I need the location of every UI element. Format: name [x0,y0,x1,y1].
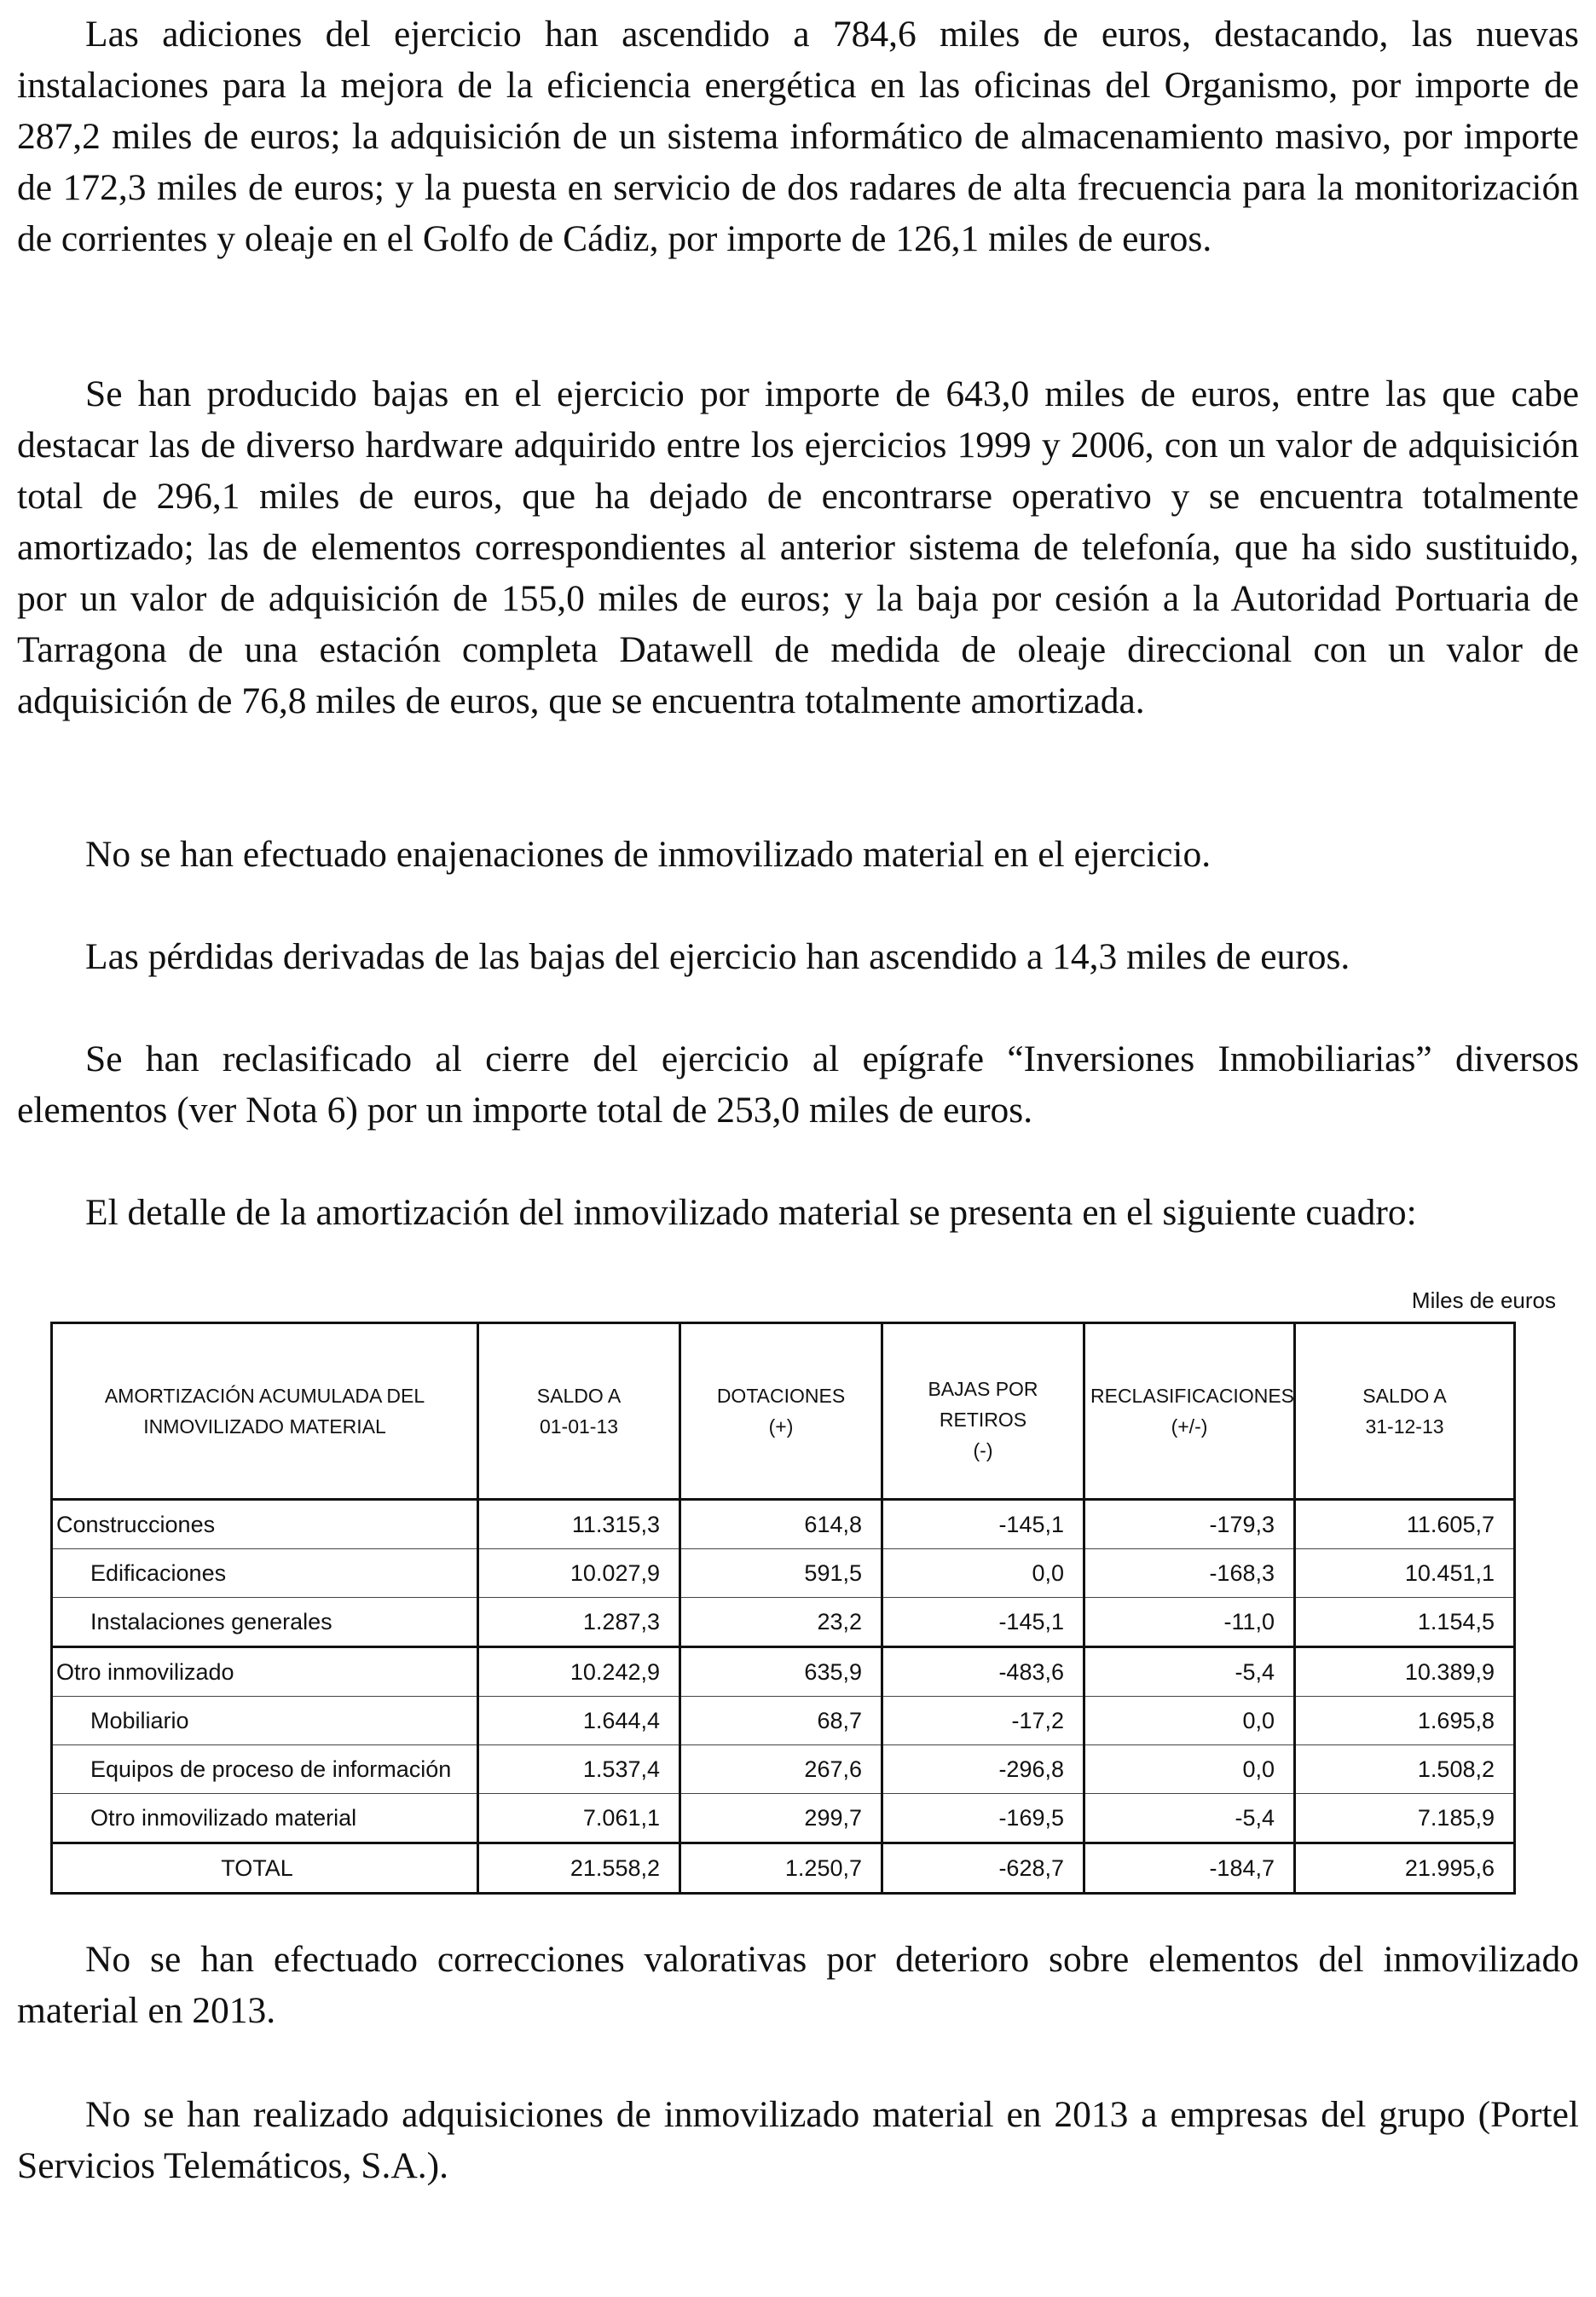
header-reclasificaciones-line2: (+/-) [1171,1415,1208,1438]
cell-saldo-final: 1.508,2 [1295,1745,1515,1794]
header-dotaciones-line1: DOTACIONES [716,1385,846,1407]
cell-bajas: -483,6 [882,1647,1084,1697]
paragraph-perdidas: Las pérdidas derivadas de las bajas del ejercicio han ascendido a 14,3 miles de euros. [85,936,1350,977]
paragraph-adiciones: Las adiciones del ejercicio han ascendido a 784,6 miles de euros, destacando, las nuevas instalaciones para la mejora de la eficiencia energética en las oficinas del Organismo, por importe de 287,2 miles de euros; la adquisición de un sistema informático de almacenamiento masivo, por importe de 172,3 miles de euros; y la puesta en servicio de dos radares de alta frecuencia para la monitorización de corrientes y oleaje en el Golfo de Cádiz, por importe de 126,1 miles de euros. [17,14,1579,259]
header-saldo-inicial-line2: 01-01-13 [539,1415,619,1438]
cell-dotaciones: 23,2 [680,1598,882,1647]
cell-reclasificaciones: -179,3 [1084,1500,1295,1549]
row-label: Edificaciones [52,1549,478,1598]
header-bajas-line1: BAJAS POR [928,1378,1038,1400]
header-saldo-inicial-line1: SALDO A [536,1385,622,1407]
cell-dotaciones: 591,5 [680,1549,882,1598]
table-row [52,1598,1515,1647]
cell-reclasificaciones: 0,0 [1084,1745,1295,1794]
table-row [52,1549,1515,1598]
cell-saldo-inicial: 21.558,2 [478,1843,680,1894]
row-label-total: TOTAL [52,1843,478,1894]
table-row [52,1794,1515,1843]
cell-saldo-final: 10.451,1 [1295,1549,1515,1598]
cell-bajas: 0,0 [882,1549,1084,1598]
cell-saldo-inicial: 7.061,1 [478,1794,680,1843]
row-label: Otro inmovilizado material [52,1794,478,1843]
cell-dotaciones: 299,7 [680,1794,882,1843]
paragraph-reclasificacion: Se han reclasificado al cierre del ejercicio al epígrafe “Inversiones Inmobiliarias” diversos elementos (ver Nota 6) por un importe total de 253,0 miles de euros. [17,1039,1579,1131]
cell-reclasificaciones: -5,4 [1084,1647,1295,1697]
row-label: Instalaciones generales [52,1598,478,1647]
cell-dotaciones: 635,9 [680,1647,882,1697]
cell-saldo-inicial: 1.644,4 [478,1697,680,1745]
cell-reclasificaciones: -168,3 [1084,1549,1295,1598]
table-header-row [52,1323,1515,1500]
row-label: Equipos de proceso de información [52,1745,478,1794]
cell-bajas: -145,1 [882,1500,1084,1549]
header-reclasificaciones-line1: RECLASIFICACIONES [1090,1385,1294,1407]
cell-bajas: -169,5 [882,1794,1084,1843]
paragraph-enajenaciones: No se han efectuado enajenaciones de inmovilizado material en el ejercicio. [85,834,1211,875]
paragraph-bajas: Se han producido bajas en el ejercicio por importe de 643,0 miles de euros, entre las que cabe destacar las de diverso hardware adquirido entre los ejercicios 1999 y 2006, con un valor de adquisición total de 296,1 miles de euros, que ha dejado de encontrarse operativo y se encuentra totalmente amortizado; las de elementos correspondientes al anterior sistema de telefonía, que ha sido sustituido, por un valor de adquisición de 155,0 miles de euros; y la baja por cesión a la Autoridad Portuaria de Tarragona de una estación completa Datawell de medida de oleaje direccional con un valor de adquisición de 76,8 miles de euros, que se encuentra totalmente amortizada. [17,373,1579,721]
cell-saldo-final: 10.389,9 [1295,1647,1515,1697]
table-row [52,1745,1515,1794]
cell-dotaciones: 1.250,7 [680,1843,882,1894]
table-row-total [52,1843,1515,1894]
header-saldo-final-line2: 31-12-13 [1365,1415,1444,1438]
cell-reclasificaciones: -184,7 [1084,1843,1295,1894]
cell-reclasificaciones: -5,4 [1084,1794,1295,1843]
row-label: Mobiliario [52,1697,478,1745]
cell-saldo-final: 1.695,8 [1295,1697,1515,1745]
cell-dotaciones: 68,7 [680,1697,882,1745]
cell-saldo-final: 21.995,6 [1295,1843,1515,1894]
cell-dotaciones: 614,8 [680,1500,882,1549]
cell-saldo-inicial: 1.287,3 [478,1598,680,1647]
cell-saldo-inicial: 10.242,9 [478,1647,680,1697]
table-row [52,1697,1515,1745]
header-bajas-line3: (-) [973,1439,993,1461]
row-label: Otro inmovilizado [52,1647,478,1697]
cell-saldo-inicial: 1.537,4 [478,1745,680,1794]
cell-bajas: -17,2 [882,1697,1084,1745]
header-dotaciones-line2: (+) [768,1415,794,1438]
paragraph-correcciones: No se han efectuado correcciones valorativas por deterioro sobre elementos del inmovilizado material en 2013. [17,1939,1579,2031]
cell-saldo-inicial: 11.315,3 [478,1500,680,1549]
cell-saldo-inicial: 10.027,9 [478,1549,680,1598]
header-bajas [882,1323,1084,1500]
table-units-note: Miles de euros [1411,1287,1556,1313]
header-saldo-final [1295,1323,1515,1500]
cell-saldo-final: 11.605,7 [1295,1500,1515,1549]
cell-saldo-final: 1.154,5 [1295,1598,1515,1647]
amortization-table [50,1322,1516,1895]
table-row [52,1500,1515,1549]
header-dotaciones [680,1323,882,1500]
paragraph-detalle-intro: El detalle de la amortización del inmovilizado material se presenta en el siguiente cuadro: [85,1192,1417,1233]
cell-dotaciones: 267,6 [680,1745,882,1794]
cell-bajas: -145,1 [882,1598,1084,1647]
cell-saldo-final: 7.185,9 [1295,1794,1515,1843]
header-reclasificaciones [1084,1323,1295,1500]
cell-reclasificaciones: -11,0 [1084,1598,1295,1647]
table-row [52,1647,1515,1697]
cell-bajas: -296,8 [882,1745,1084,1794]
row-label: Construcciones [52,1500,478,1549]
header-bajas-line2: RETIROS [939,1409,1027,1431]
header-concepto: AMORTIZACIÓN ACUMULADA DEL INMOVILIZADO MATERIAL [52,1323,478,1500]
header-saldo-final-line1: SALDO A [1362,1385,1447,1407]
paragraph-adquisiciones-grupo: No se han realizado adquisiciones de inmovilizado material en 2013 a empresas del grupo (Portel Servicios Telemáticos, S.A.). [17,2094,1579,2186]
header-saldo-inicial [478,1323,680,1500]
cell-reclasificaciones: 0,0 [1084,1697,1295,1745]
cell-bajas: -628,7 [882,1843,1084,1894]
